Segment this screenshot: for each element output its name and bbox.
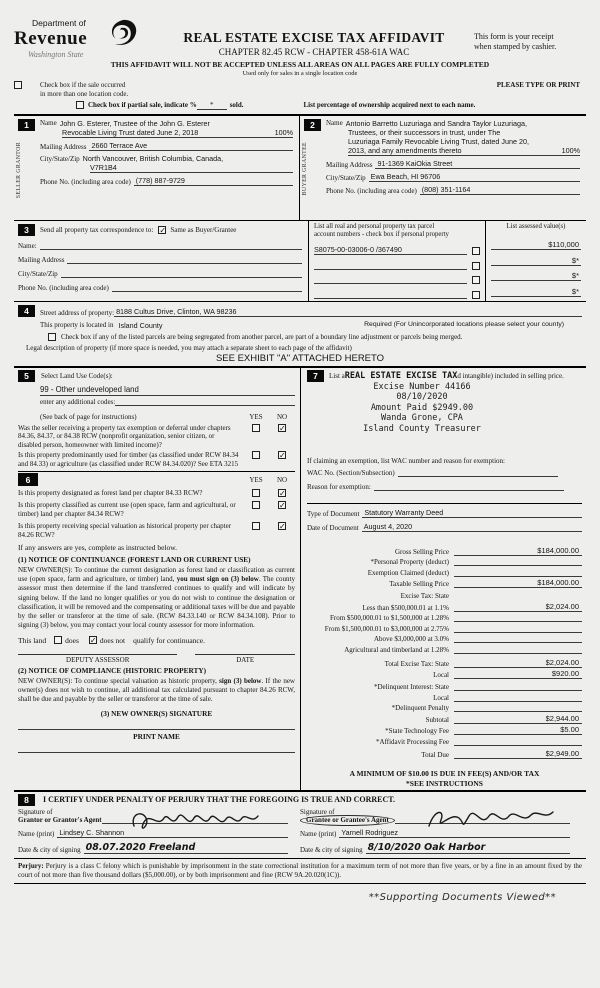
sec6-q1-text: Is this property designated as forest land per chapter 84.33 RCW? — [18, 489, 203, 498]
seller-mailing-label: Mailing Address — [40, 143, 87, 152]
partial-sale-pct-field[interactable]: * — [197, 101, 227, 110]
seller-name-field[interactable]: John G. Esterer, Trustee of the John G. Esterer — [59, 119, 210, 129]
excise-stamp — [317, 382, 527, 435]
state-technology-fee-field[interactable]: $5.00 — [454, 725, 582, 735]
notice1-bold: you must sign on (3) below — [176, 575, 259, 584]
delinquent-interest-local-field[interactable] — [454, 693, 582, 702]
tax-row-label: *State Technology Fee — [385, 727, 449, 736]
new-owner-signature-field[interactable] — [18, 718, 295, 730]
list-pre-text: List a — [329, 371, 345, 380]
tax-row-label: Gross Selling Price — [394, 547, 449, 556]
buyer-percent[interactable]: 100% — [561, 146, 580, 156]
section2-number: 2 — [304, 119, 321, 131]
sec6-note: If any answers are yes, complete as instructed below. — [18, 543, 178, 553]
multi-location-label-line2: in more than one location code. — [40, 90, 129, 99]
dor-swirl-icon — [106, 18, 140, 50]
perjury-bold-label: Perjury: — [18, 861, 44, 870]
stamp-date: 08/10/2020 — [396, 392, 448, 403]
legal-description-label: Legal description of property (if more space is needed, you may attach a separate sheet to each page of the affidavit) — [26, 343, 352, 352]
grantor-sig-label-line1: Signature of — [18, 807, 53, 816]
seller-phone-label: Phone No. (including area code) — [40, 178, 131, 187]
seller-city-field[interactable]: North Vancouver, British Columbia, Canada, — [82, 154, 224, 164]
affidavit-processing-fee-field[interactable] — [454, 737, 582, 746]
parcel-header-line2: account numbers - check box if personal property — [314, 231, 449, 239]
does-label: does — [65, 635, 79, 645]
taxable-selling-price-field[interactable]: $184,000.00 — [454, 578, 582, 588]
section8-number: 8 — [18, 794, 35, 806]
stamp-treasurer-name: Wanda Grone, CPA — [381, 413, 463, 424]
grantor-sig-label — [18, 808, 102, 824]
grantee-date-label: Date & city of signing — [300, 845, 363, 854]
personal-property-line — [329, 370, 564, 382]
notice1-pre: NEW OWNER(S): To continue the current designation as forest land or classification as current use (open space, farm and agriculture, or timber) land, — [18, 566, 295, 584]
list-post-text: d intangible) included in selling price. — [457, 371, 564, 380]
notice1-post: . The county assessor must then determine if the land transferred continues to qualify and will indicate by signing below. If the land no longer qualifies or you do not wish to continue the designation or classification, it will be removed and the compensating or additional taxes will be due and payable by the seller or transferor at the time of sale. (RCW 84.33.140 or RCW 84.34.108). Prior to signing (3) below, you may contact your local county assessor for more information. — [18, 575, 295, 629]
grantor-date-field[interactable]: 08.07.2020 Freeland — [84, 842, 288, 854]
section4 — [14, 302, 586, 368]
personal-property-checkbox-3[interactable] — [472, 276, 480, 284]
tax-row-label: Local — [433, 693, 449, 702]
tier1-tax-field[interactable]: $2,024.00 — [454, 602, 582, 612]
seller-city-label: City/State/Zip — [40, 155, 80, 164]
corr-mailing-label: Mailing Address — [18, 256, 65, 265]
sec5-yes-header: YES — [249, 412, 263, 421]
corr-city-field[interactable] — [61, 270, 302, 278]
warning-line: THIS AFFIDAVIT WILL NOT BE ACCEPTED UNLESS ALL AREAS ON ALL PAGES ARE FULLY COMPLETED — [110, 60, 490, 69]
section6-number: 6 — [18, 473, 38, 486]
exemption-note: If claiming an exemption, list WAC number and reason for exemption: — [307, 456, 505, 465]
deputy-assessor-label: DEPUTY ASSESSOR — [18, 654, 177, 664]
buyer-name-field-line4[interactable]: 2013, and any amendments thereto — [348, 146, 462, 156]
located-in-label: This property is located in — [40, 320, 114, 329]
header — [14, 18, 586, 59]
personal-property-checkbox-2[interactable] — [472, 262, 480, 270]
same-as-buyer-checkbox[interactable]: ✓ — [159, 226, 167, 236]
excise-tax-state-header: Excise Tax: State — [400, 592, 449, 601]
wac-label: WAC No. (Section/Subsection) — [307, 468, 395, 477]
assessed-value-3[interactable]: $* — [491, 271, 581, 281]
buyer-name-field-line3[interactable]: Luzuriaga Family Revocable Living Trust, dated June 20, — [348, 137, 529, 147]
land-use-code-field[interactable]: 99 - Other undeveloped land — [40, 385, 295, 396]
certify-statement: I CERTIFY UNDER PENALTY OF PERJURY THAT THE FOREGOING IS TRUE AND CORRECT. — [43, 795, 396, 805]
agricultural-tax-field[interactable] — [454, 645, 582, 654]
ownership-note: List percentage of ownership acquired next to each name. — [303, 101, 476, 110]
tax-row-label: Exemption Claimed (deduct) — [367, 568, 449, 577]
grantor-signature-block — [18, 808, 300, 854]
tier3-tax-field[interactable] — [454, 624, 582, 633]
sec6-q2-text: Is this property classified as current use (open space, farm and agricultural, or timber) land per chapter 84.34 RCW? — [18, 501, 236, 518]
total-due-field[interactable]: $2,949.00 — [454, 749, 582, 759]
does-not-label: does not — [99, 635, 126, 645]
notice1-title: (1) NOTICE OF CONTINUANCE (FOREST LAND OR CURRENT USE) — [18, 555, 251, 565]
seller-name-field-line2[interactable]: Revocable Living Trust dated June 2, 2018 — [62, 128, 199, 138]
dept-of-label: Department of — [32, 18, 86, 28]
multi-location-label-line1: Check box if the sale occurred — [40, 81, 126, 89]
tax-row-label: From $500,000.01 to $1,500,000 at 1.28% — [330, 614, 449, 623]
seller-city-field-line2[interactable]: V7R1B4 — [90, 163, 293, 173]
doc-type-field[interactable]: Statutory Warranty Deed — [362, 508, 582, 518]
notice2-bold: sign (3) below — [219, 676, 262, 685]
supporting-documents-note: **Supporting Documents Viewed** — [368, 891, 556, 903]
county-required-note: Required (For Unincorporated locations please select your county) — [364, 320, 564, 328]
parcel-header-line1: List all real and personal property tax parcel — [314, 223, 435, 231]
tax-row-label: From $1,500,000.01 to $3,000,000 at 2.75% — [324, 624, 449, 633]
new-owner-signature-label: (3) NEW OWNER(S) SIGNATURE — [100, 709, 213, 719]
tier4-tax-field[interactable] — [454, 634, 582, 643]
stamp-treasurer-title: Island County Treasurer — [363, 424, 481, 435]
buyer-city-field[interactable]: Ewa Beach, HI 96706 — [369, 172, 580, 182]
qualify-suffix-label: qualify for continuance. — [133, 635, 205, 645]
notice1-body — [18, 566, 295, 630]
grantee-signature-field[interactable] — [395, 814, 570, 824]
doc-type-label: Type of Document — [307, 509, 360, 518]
grantor-sig-label-line2: Grantor or Grantor's Agent — [18, 815, 102, 824]
perjury-statement — [14, 859, 586, 884]
grantee-name-print-label: Name (print) — [300, 829, 337, 838]
header-center — [154, 18, 474, 59]
partial-sale-label: Check box if partial sale, indicate % — [88, 101, 197, 110]
qualify-pre-label: This land — [18, 635, 47, 645]
washington-state-label: Washington State — [28, 50, 84, 59]
total-excise-state-field[interactable]: $2,024.00 — [454, 658, 582, 668]
located-county-field[interactable]: Island County — [118, 320, 163, 330]
revenue-label: Revenue — [14, 28, 88, 49]
grantee-name-print-field[interactable]: Yarnell Rodriguez — [339, 828, 570, 838]
sec5-q2-yes-checkbox[interactable] — [252, 451, 260, 459]
form-title: REAL ESTATE EXCISE TAX AFFIDAVIT — [183, 30, 445, 45]
section3-number: 3 — [18, 224, 35, 236]
tax-row-label: Agricultural and timberland at 1.28% — [344, 645, 449, 654]
assessed-value-1[interactable]: $110,000 — [491, 240, 581, 250]
tier2-tax-field[interactable] — [454, 613, 582, 622]
buyer-section — [300, 116, 586, 220]
assessed-value-4[interactable]: $* — [491, 287, 581, 297]
notice2-pre: NEW OWNER(S): To continue special valuation as historic property, — [18, 676, 220, 685]
sec6-q1-yes-checkbox[interactable] — [252, 489, 260, 497]
grantor-name-print-label: Name (print) — [18, 829, 55, 838]
seller-percent[interactable]: 100% — [274, 128, 293, 138]
sec6-no-header: NO — [276, 475, 288, 484]
excise-tax-state-spacer — [454, 591, 582, 600]
type-print-label: PLEASE TYPE OR PRINT — [496, 81, 580, 89]
land-use-label: Select Land Use Code(s): — [41, 371, 113, 380]
parcel-number-field-3[interactable] — [314, 275, 467, 284]
tax-row-label: *Delinquent Interest: State — [373, 683, 449, 692]
segregated-checkbox[interactable] — [48, 333, 56, 341]
tax-row-label: *Personal Property (deduct) — [370, 558, 449, 567]
section5-number: 5 — [18, 370, 35, 382]
seller-mailing-field[interactable]: 2660 Terrace Ave — [89, 141, 293, 151]
exemption-claimed-field[interactable] — [454, 568, 582, 577]
grantor-signature-field[interactable] — [102, 814, 288, 824]
tax-row-label: Total Excise Tax: State — [384, 659, 449, 668]
sec6-yes-header: YES — [249, 475, 263, 484]
sec6-q3-yes-checkbox[interactable] — [252, 522, 260, 530]
multi-location-label — [40, 81, 128, 99]
sec5-no-header: NO — [276, 412, 288, 421]
parcel-header — [314, 223, 480, 239]
usage-note: Used only for sales in a single location code — [242, 70, 358, 77]
perjury-text: Perjury is a class C felony which is punishable by imprisonment in the state correctional institution for a maximum term of not more than five years, or by a fine in an amount fixed by the court of not more than five thousand dollars ($5,000.00), or by both imprisonment and fine (RCW 9A.20.020(1C)). — [18, 861, 582, 880]
corr-phone-label: Phone No. (including area code) — [18, 284, 109, 293]
excise-stamp-title: REAL ESTATE EXCISE TAX — [344, 370, 458, 381]
seller-name-label: Name — [40, 119, 57, 128]
corr-city-label: City/State/Zip — [18, 270, 58, 279]
minimum-fee-note: A MINIMUM OF $10.00 IS DUE IN FEE(S) AND/OR TAX — [349, 768, 540, 778]
form-chapter: CHAPTER 82.45 RCW - CHAPTER 458-61A WAC — [218, 47, 410, 57]
seller-grantor-side-label: SELLER GRANTOR — [16, 142, 22, 199]
left-column — [14, 368, 301, 790]
seller-phone-field[interactable]: (778) 887-9729 — [134, 176, 293, 186]
reason-field[interactable] — [374, 483, 564, 491]
tax-row-label: Taxable Selling Price — [389, 580, 449, 589]
wac-field[interactable] — [398, 469, 558, 477]
tax-row-label: Less than $500,000.01 at 1.1% — [362, 603, 449, 612]
print-name-field[interactable] — [18, 741, 295, 753]
tax-row-label: *Affidavit Processing Fee — [376, 737, 449, 746]
tax-row-label: *Delinquent Penalty — [391, 704, 449, 713]
buyer-city-label: City/State/Zip — [326, 174, 366, 183]
buyer-mailing-label: Mailing Address — [326, 161, 373, 170]
receipt-note — [474, 18, 586, 59]
dor-logo — [14, 18, 154, 59]
grantee-sig-label-line1: Signature of — [300, 807, 335, 816]
parcel-number-field-4[interactable] — [314, 290, 467, 299]
sec6-q2-yes-checkbox[interactable] — [252, 501, 260, 509]
see-instructions-note: *SEE INSTRUCTIONS — [406, 778, 483, 788]
section1-number: 1 — [18, 119, 35, 131]
section3 — [14, 221, 586, 301]
assessed-header: List assessed value(s) — [506, 223, 566, 231]
buyer-phone-field[interactable]: (808) 351-1164 — [420, 185, 580, 195]
grantor-name-print-field[interactable]: Lindsey C. Shannon — [57, 828, 288, 838]
sec6-q1-no-checkbox[interactable]: ✓ — [279, 489, 286, 499]
gross-selling-price-field[interactable]: $184,000.00 — [454, 546, 582, 556]
additional-codes-label: enter any additional codes: — [40, 397, 116, 406]
grantee-date-field[interactable]: 8/10/2020 Oak Harbor — [366, 842, 570, 854]
personal-property-checkbox-4[interactable] — [472, 291, 480, 299]
doc-date-label: Date of Document — [307, 523, 359, 532]
does-checkbox[interactable] — [54, 636, 62, 644]
delinquent-interest-state-field[interactable] — [454, 682, 582, 691]
deputy-date-label: DATE — [195, 654, 295, 664]
notice2-title: (2) NOTICE OF COMPLIANCE (HISTORIC PROPERTY) — [18, 665, 207, 675]
parcel-number-field-2[interactable] — [314, 261, 467, 270]
sec5-q1-yes-checkbox[interactable] — [252, 424, 260, 432]
corr-name-field[interactable] — [40, 242, 302, 250]
section7-number: 7 — [307, 370, 324, 382]
notice2-post: . If the new owner(s) does not wish to continue, all additional tax calculated pursuant to chapter 84.26 RCW, shall be due and payable by the seller or transferor at the time of sale. — [18, 676, 295, 704]
tax-row-label: Above $3,000,000 at 3.0% — [373, 635, 449, 644]
sec6-q2-no-checkbox[interactable]: ✓ — [279, 501, 286, 511]
assessed-value-2[interactable]: $* — [491, 256, 581, 266]
send-correspondence-label: Send all property tax correspondence to: — [40, 226, 154, 235]
grantor-date-label: Date & city of signing — [18, 845, 81, 854]
corr-name-label: Name: — [18, 242, 37, 251]
grantee-sig-label-line2: Grantee or Grantee's Agent — [306, 815, 389, 824]
street-address-label: Street address of property: — [40, 308, 115, 317]
multi-location-checkbox[interactable] — [14, 81, 22, 89]
sec5-q1-text: Was the seller receiving a property tax exemption or deferral under chapters 84.36, 84.37, or 84.38 RCW (nonprofit organization, senior citizen, or disabled person, homeowner with limited income)? — [18, 423, 231, 449]
legal-description-value[interactable]: SEE EXHIBIT "A" ATTACHED HERETO — [215, 352, 385, 364]
does-not-checkbox[interactable]: ✓ — [89, 636, 97, 646]
stamp-excise-number: Excise Number 44166 — [373, 381, 471, 392]
segregated-label: Check box if any of the listed parcels are being segregated from another parcel, are part of a boundary line adjustment or parcels being merged. — [61, 332, 463, 341]
seller-section — [14, 116, 300, 220]
buyer-name-field[interactable]: Antonio Barretto Luzuriaga and Sandra Taylor Luzuriaga, — [345, 119, 527, 129]
personal-property-deduct-field[interactable] — [454, 557, 582, 566]
subtotal-field[interactable]: $2,944.00 — [454, 714, 582, 724]
stamp-amount-paid: Amount Paid $2949.00 — [370, 402, 474, 413]
personal-property-checkbox-1[interactable] — [472, 247, 480, 255]
buyer-phone-label: Phone No. (including area code) — [326, 187, 417, 196]
corr-phone-field[interactable] — [112, 284, 302, 292]
print-name-label: PRINT NAME — [133, 732, 180, 742]
tax-row-label: Total Due — [421, 750, 449, 759]
delinquent-penalty-field[interactable] — [454, 703, 582, 712]
buyer-grantee-side-label: BUYER GRANTEE — [302, 142, 308, 196]
notice2-body — [18, 677, 295, 704]
grantee-signature-block — [300, 808, 582, 854]
see-back-note: (See back of page for instructions) — [40, 412, 137, 421]
grantee-sig-label — [300, 808, 395, 824]
buyer-name-label: Name — [326, 119, 343, 128]
tax-row-label: Subtotal — [425, 715, 449, 724]
partial-sale-suffix: sold. — [229, 101, 244, 110]
sec6-q3-text: Is this property receiving special valuation as historical property per chapter 84.26 RCW? — [18, 521, 232, 539]
total-excise-local-field[interactable]: $920.00 — [454, 669, 582, 679]
buyer-name-field-line2[interactable]: Trustees, or their successors in trust, under The — [348, 128, 501, 138]
same-as-buyer-label: Same as Buyer/Grantee — [170, 226, 237, 235]
parcel-number-field[interactable]: S8075-00-03006-0 /367490 — [314, 245, 467, 255]
reason-label: Reason for exemption: — [307, 482, 371, 491]
section4-number: 4 — [18, 305, 35, 317]
parties-section — [14, 114, 586, 221]
sec6-q3-no-checkbox[interactable]: ✓ — [279, 521, 286, 531]
sec5-q1-no-checkbox[interactable]: ✓ — [279, 423, 286, 433]
doc-date-field[interactable]: August 4, 2020 — [362, 522, 582, 532]
street-address-field[interactable]: 8188 Cultus Drive, Clinton, WA 98236 — [114, 307, 582, 317]
sec5-q2-no-checkbox[interactable]: ✓ — [279, 450, 286, 460]
additional-codes-field[interactable] — [115, 398, 295, 406]
partial-sale-checkbox[interactable] — [76, 101, 84, 109]
sec5-q2-text: Is this property predominantly used for timber (as classified under RCW 84.34 and 84.33) or agriculture (as classified under RCW 84.34.020)? See ETA 3215 — [18, 450, 239, 468]
corr-mailing-field[interactable] — [67, 256, 302, 264]
section8 — [14, 792, 586, 859]
section7 — [301, 368, 586, 790]
buyer-mailing-field[interactable]: 91-1369 KaiOkia Street — [375, 159, 580, 169]
tax-row-label: Local — [433, 671, 449, 680]
lower-columns — [14, 368, 586, 792]
receipt-note-line2: when stamped by cashier. — [474, 42, 557, 51]
receipt-note-line1: This form is your receipt — [474, 32, 554, 41]
